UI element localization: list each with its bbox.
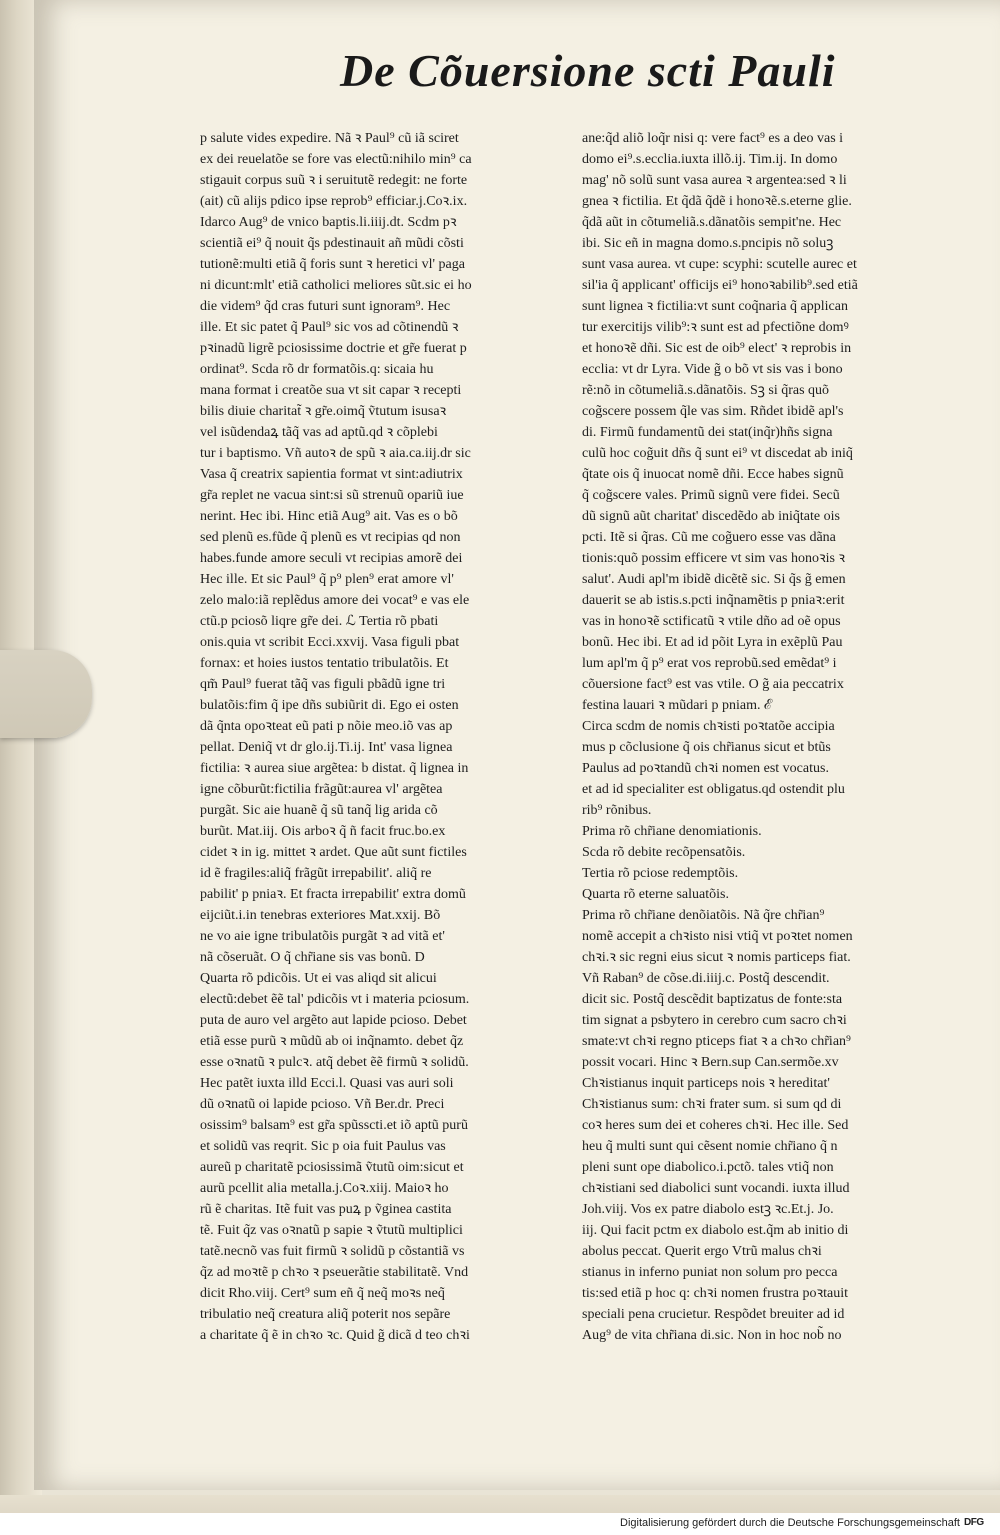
right-column-line: cõuersione fact⁹ est vas vtile. O g̃ aia peccatrix <box>582 677 844 692</box>
left-column-line: eijciũt.i.in tenebras exteriores Mat.xxij. Bõ <box>200 908 441 923</box>
left-text-column <box>200 128 562 1346</box>
left-column-line: qm̃ Paul⁹ fuerat tãq̃ vas figuli pbãdũ igne tri <box>200 677 446 692</box>
left-column-line: Vasa q̃ creatrix sapientia format vt sint:adiutrix <box>200 467 463 482</box>
right-column-line: salut'. Audi apl'm ibidẽ dicẽtẽ sic. Si q̃s g̃ emen <box>582 572 846 587</box>
left-column-line: pellat. Deniq̃ vt dr glo.ij.Ti.ij. Int' vasa lignea <box>200 740 453 755</box>
left-column-line: aurũ pcellit alia metalla.j.Coꝛ.xiij. Maioꝛ ho <box>200 1181 449 1196</box>
right-column-line: tis:sed etiã p hoc q: chꝛi nomen frustra poꝛtauit <box>582 1286 848 1301</box>
left-column-line: pꝛinadũ ligrẽ pciosissime doctrie et gr̃e fuerat p <box>200 341 467 356</box>
left-column-line: onis.quia vt scribit Ecci.xxvij. Vasa figuli pbat <box>200 635 460 650</box>
right-column-line: et ad id specialiter est obligatus.qd ostendit plu <box>582 782 845 797</box>
right-column-line: abolus peccat. Querit ergo Vtrũ malus chꝛi <box>582 1244 822 1259</box>
right-column-line: chꝛi.ꝛ sic regni eius sicut ꝛ nomis particeps fiat. <box>582 950 851 965</box>
right-column-line: ibi. Sic eñ in magna domo.s.pncipis nõ soluꝫ <box>582 236 834 251</box>
right-column-line: pcti. Itẽ si q̃ras. Cũ me cog̃uero esse vas dãna <box>582 530 836 545</box>
left-column-line: tatẽ.necnõ vas fuit firmũ ꝛ solidũ p cõstantiã vs <box>200 1244 465 1259</box>
right-text-column <box>582 128 952 1346</box>
left-column-line: igne cõburũt:fictilia frãgũt:aurea vl' argẽtea <box>200 782 443 797</box>
right-column-line: ane:q̃d aliõ loq̃r nisi q: vere fact⁹ es a deo vas i <box>582 131 844 146</box>
left-column-line: die videm⁹ q̃d cras futuri sunt ignoram⁹. Hec <box>200 299 451 314</box>
right-column-line: speciali pena crucietur. Respõdet breuiter ad id <box>582 1307 845 1322</box>
right-column-line: tim signat a psbytero in cerebro cum sacro chꝛi <box>582 1013 847 1028</box>
left-column-line: etiã esse purũ ꝛ mũdũ ab oi inq̃namto. debet q̃z <box>200 1034 464 1049</box>
right-column-line: domo ei⁹.s.ecclia.iuxta illõ.ij. Tim.ij. In domo <box>582 152 838 167</box>
right-column-line: sil'ia q̃ applicant' officijs ei⁹ honoꝛabilib⁹.sed etiã <box>582 278 858 293</box>
right-column-line: et honoꝛẽ dñi. Sic est de oib⁹ elect' ꝛ reprobis in <box>582 341 852 356</box>
right-column-line: Chꝛistianus inquit particeps nois ꝛ hereditat' <box>582 1076 830 1091</box>
page-clip <box>0 650 92 738</box>
left-column-line: habes.funde amore seculi vt recipias amorẽ dei <box>200 551 463 566</box>
right-column-line: Scda rõ debite recõpensatõis. <box>582 845 746 860</box>
right-column-line: heu q̃ multi sunt qui cẽsent nomie chr̃iano q̃ n <box>582 1139 838 1154</box>
right-column-line: mag' nõ solũ sunt vasa aurea ꝛ argentea:sed ꝛ li <box>582 173 847 188</box>
left-column-line: Quarta rõ pdicõis. Ut ei vas aliqd sit alicui <box>200 971 437 986</box>
right-column-line: pleni sunt ope diabolico.i.pctõ. tales vtiq̃ non <box>582 1160 834 1175</box>
left-column-line: Hec ille. Et sic Paul⁹ q̃ p⁹ plen⁹ erat amore vl' <box>200 572 454 587</box>
right-column-line: tur exercitijs vilib⁹:ꝛ sunt est ad pfectiõne domꝰ <box>582 320 849 335</box>
right-column-line: ecclia: vt dr Lyra. Vide g̃ o bõ vt sis vas i bono <box>582 362 843 377</box>
left-column-line: fictilia: ꝛ aurea siue argẽtea: b distat. q̃ lignea in <box>200 761 469 776</box>
left-column-line: cidet ꝛ in ig. mittet ꝛ ardet. Que aũt sunt fictiles <box>200 845 467 860</box>
right-column-line: q̃dã aũt in cõtumeliã.s.dãnatõis sempit'ne. Hec <box>582 215 842 230</box>
right-column-line: chꝛistiani sed diabolici sunt vocandi. iuxta illud <box>582 1181 850 1196</box>
right-column-line: iij. Qui facit pctm ex diabolo est.q̃m ab initio di <box>582 1223 849 1238</box>
left-column-line: bulatõis:fim q̃ ipe dñs subiũrit di. Ego ei osten <box>200 698 459 713</box>
left-column-line: Hec patẽt iuxta illd Ecci.l. Quasi vas auri soli <box>200 1076 454 1091</box>
left-column-line: ex dei reuelatõe se fore vas electũ:nihilo min⁹ ca <box>200 152 472 167</box>
left-column-line: nerint. Hec ibi. Hinc etiã Aug⁹ ait. Vas es o bõ <box>200 509 458 524</box>
left-column-line: osissim⁹ balsam⁹ est gr̃a spũsscti.et iõ aptũ purũ <box>200 1118 468 1133</box>
right-column-line: cog̃scere possem q̃le vas sim. Rñdet ibidẽ apl's <box>582 404 844 419</box>
left-column-line: p salute vides expedire. Nã ꝛ Paul⁹ cũ iã sciret <box>200 131 459 146</box>
right-column-line: Quarta rõ eterne saluatõis. <box>582 887 729 902</box>
left-column-line: burũt. Mat.iij. Ois arboꝛ q̃ ñ facit fruc.bo.ex <box>200 824 446 839</box>
right-column-line: vas in honoꝛẽ sctificatũ ꝛ vtile dño ad oẽ opus <box>582 614 841 629</box>
left-column-line: tẽ. Fuit q̃z vas oꝛnatũ p sapie ꝛ ṽtutũ multiplici <box>200 1223 463 1238</box>
right-column-line: Prima rõ chr̃iane denõiatõis. Nã q̃re chr̃ian⁹ <box>582 908 825 923</box>
footer-bar <box>0 1513 1000 1535</box>
right-column-line: nomẽ accepit a chꝛisto nisi vtiq̃ vt poꝛtet nomen <box>582 929 853 944</box>
left-column-line: ctũ.p pciosõ liqre gr̃e dei. ℒ Tertia rõ pbati <box>200 614 439 629</box>
footer-credit: Digitalisierung gefördert durch die Deutsche Forschungsgemeinschaft <box>620 1517 960 1529</box>
right-column-line: q̃tate ois q̃ inuocat nomẽ dñi. Ecce habes signũ <box>582 467 844 482</box>
left-column-line: mana format i creatõe sua vt sit capar ꝛ recepti <box>200 383 462 398</box>
right-column-line: di. Firmũ fundamentũ dei stat(inq̃r)hñs signa <box>582 425 833 440</box>
right-column-line: q̃ cog̃scere vales. Primũ signũ vere fidei. Secũ <box>582 488 840 503</box>
right-column-line: Circa scdm de nomis chꝛisti poꝛtatõe accipia <box>582 719 835 734</box>
left-column-line: ordinat⁹. Scda rõ dr formatõis.q: sicaia hu <box>200 362 434 377</box>
right-column-line: smate:vt chꝛi regno pticeps fiat ꝛ a chꝛo chr̃ian⁹ <box>582 1034 851 1049</box>
left-column-line: et solidũ vas reqrit. Sic p oia fuit Paulus vas <box>200 1139 446 1154</box>
left-column-line: gr̃a replet ne vacua sint:si sũ strenuũ opariũ iue <box>200 488 464 503</box>
page-heading: De Cõuersione scti Pauli <box>340 45 836 96</box>
left-column-line: dicit Rho.viij. Cert⁹ sum eñ q̃ neq̃ moꝛs neq̃ <box>200 1286 445 1301</box>
right-column-line: lum apl'm q̃ p⁹ erat vos reprobũ.sed emẽdat⁹ i <box>582 656 837 671</box>
right-column-line: Paulus ad poꝛtandũ chꝛi nomen est vocatus. <box>582 761 829 776</box>
left-column-line: rũ ẽ charitas. Itẽ fuit vas puꝝ p ṽginea castita <box>200 1202 452 1217</box>
right-column-line: dicit sic. Postq̃ descẽdit baptizatus de fonte:sta <box>582 992 843 1007</box>
left-column-line: tutionẽ:multi etiã q̃ foris sunt ꝛ heretici vl' paga <box>200 257 465 272</box>
left-column-line: aureũ p charitatẽ pciosissimã ṽtutũ oim:sicut et <box>200 1160 464 1175</box>
right-column-line: Chꝛistianus sum: chꝛi frater sum. si sum qd di <box>582 1097 842 1112</box>
right-column-line: bonũ. Hec ibi. Et ad id põit Lyra in exẽplũ Pau <box>582 635 843 650</box>
left-column-line: sed plenũ es.fũde q̃ plenũ es vt recipias qd non <box>200 530 461 545</box>
left-column-line: vel isũdendaꝝ tãq̃ vas ad aptũ.qd ꝛ cõplebi <box>200 425 438 440</box>
left-column-line: a charitate q̃ ẽ in chꝛo ꝛc. Quid g̃ dicã d teo chꝛi <box>200 1328 470 1343</box>
right-column-line: dauerit se ab istis.s.pcti inq̃namẽtis p pniaꝛ:erit <box>582 593 845 608</box>
right-column-line: Joh.viij. Vos ex patre diabolo estꝫ ꝛc.Et.j. Jo. <box>582 1202 834 1217</box>
left-column-line: ni dicunt:mlt' etiã catholici meliores sũt.sic ei ho <box>200 278 472 293</box>
right-column-line: Vñ Raban⁹ de cõse.di.iiij.c. Postq̃ descendit. <box>582 971 830 986</box>
right-column-line: Prima rõ chr̃iane denomiationis. <box>582 824 762 839</box>
right-column-line: gnea ꝛ fictilia. Et q̃dã q̃dẽ i honoꝛẽ.s.eterne glie. <box>582 194 852 209</box>
left-column-line: tur i baptismo. Vñ autoꝛ de spũ ꝛ aia.ca.iij.dr sic <box>200 446 471 461</box>
left-column-line: q̃z ad moꝛtẽ p chꝛo ꝛ pseuerãtie stabilitatẽ. Vnd <box>200 1265 469 1280</box>
left-column-line: ne vo aie igne tribulatõis purgãt ꝛ ad vitã et' <box>200 929 445 944</box>
right-column-line: Tertia rõ pciose redemptõis. <box>582 866 739 881</box>
left-column-line: electũ:debet ẽẽ tal' pdicõis vt i materia pciosum. <box>200 992 470 1007</box>
left-column-line: puta de auro vel argẽto aut lapide pcioso. Debet <box>200 1013 467 1028</box>
left-column-line: esse oꝛnatũ ꝛ pulcꝛ. atq̃ debet ẽẽ firmũ ꝛ solidũ. <box>200 1055 469 1070</box>
right-column-line: mus p cõclusione q̃ ois chr̃ianus sicut et btũs <box>582 740 831 755</box>
left-column-line: pabilit' p pniaꝛ. Et fracta irrepabilit' extra domũ <box>200 887 466 902</box>
right-column-line: sunt vasa aurea. vt cupe: scyphi: scutelle aurec et <box>582 257 857 272</box>
left-column-line: purgãt. Sic aie huanẽ q̃ sũ tanq̃ lig arida cõ <box>200 803 438 818</box>
left-column-line: tribulatio neq̃ creatura aliq̃ poterit nos sepãre <box>200 1307 451 1322</box>
left-column-line: Idarco Aug⁹ de vnico baptis.li.iiij.dt. Scdm pꝛ <box>200 215 457 230</box>
left-column-line: bilis diuie charitat̃ ꝛ gr̃e.oimq̃ ṽtutum isusaꝛ <box>200 404 447 419</box>
left-column-line: dũ oꝛnatũ oi lapide pcioso. Vñ Ber.dr. Preci <box>200 1097 445 1112</box>
right-column-line: rẽ:nõ in cõtumeliã.s.dãnatõis. Sꝫ si q̃ras quõ <box>582 383 830 398</box>
right-column-line: festina lauari ꝛ mũdari p pniam. ℰ <box>582 698 773 713</box>
left-column-line: id ẽ fragiles:aliq̃ frãgũt irrepabilit'. aliq̃ re <box>200 866 432 881</box>
right-column-line: rib⁹ rõnibus. <box>582 803 652 818</box>
right-column-line: coꝛ heres sum dei et coheres chꝛi. Hec ille. Sed <box>582 1118 849 1133</box>
right-column-line: possit vocari. Hinc ꝛ Bern.sup Can.sermõe.xv <box>582 1055 839 1070</box>
right-column-line: dũ signũ aũt charitat' discedẽdo ab iniq̃tate ois <box>582 509 840 524</box>
left-column-line: nã cõseruãt. O q̃ chr̃iane sis vas bonũ. D <box>200 950 425 965</box>
left-column-line: dã q̃nta opoꝛteat eũ pati p nõie meo.iõ vas ap <box>200 719 453 734</box>
right-column-line: Aug⁹ de vita chr̃iana di.sic. Non in hoc nob̃ no <box>582 1328 842 1343</box>
left-column-line: zelo malo:iã replẽdus amore dei vocat⁹ e vas ele <box>200 593 470 608</box>
left-column-line: scientiã ei⁹ q̃ nouit q̃s pdestinauit añ mũdi cõsti <box>200 236 464 251</box>
right-column-line: tionis:quõ possim efficere vt sim vas honoꝛis ꝛ <box>582 551 846 566</box>
left-column-line: (ait) cũ alijs pdico ipse reprob⁹ efficiar.j.Coꝛ.ix. <box>200 194 468 209</box>
right-column-line: stianus in inferno puniat non solum pro pecca <box>582 1265 838 1280</box>
left-column-line: stigauit corpus suũ ꝛ i seruitutẽ redegit: ne forte <box>200 173 468 188</box>
left-column-line: fornax: et hoies iustos tentatio tribulatõis. Et <box>200 656 449 671</box>
right-column-line: sunt lignea ꝛ fictilia:vt sunt coq̃naria q̃ applican <box>582 299 848 314</box>
left-column-line: ille. Et sic patet q̃ Paul⁹ sic vos ad cõtinendũ ꝛ <box>200 320 459 335</box>
right-column-line: culũ hoc cog̃uit dñs q̃ sunt ei⁹ vt discedat ab iniq̃ <box>582 446 853 461</box>
dfg-logo: DFG <box>964 1517 984 1528</box>
